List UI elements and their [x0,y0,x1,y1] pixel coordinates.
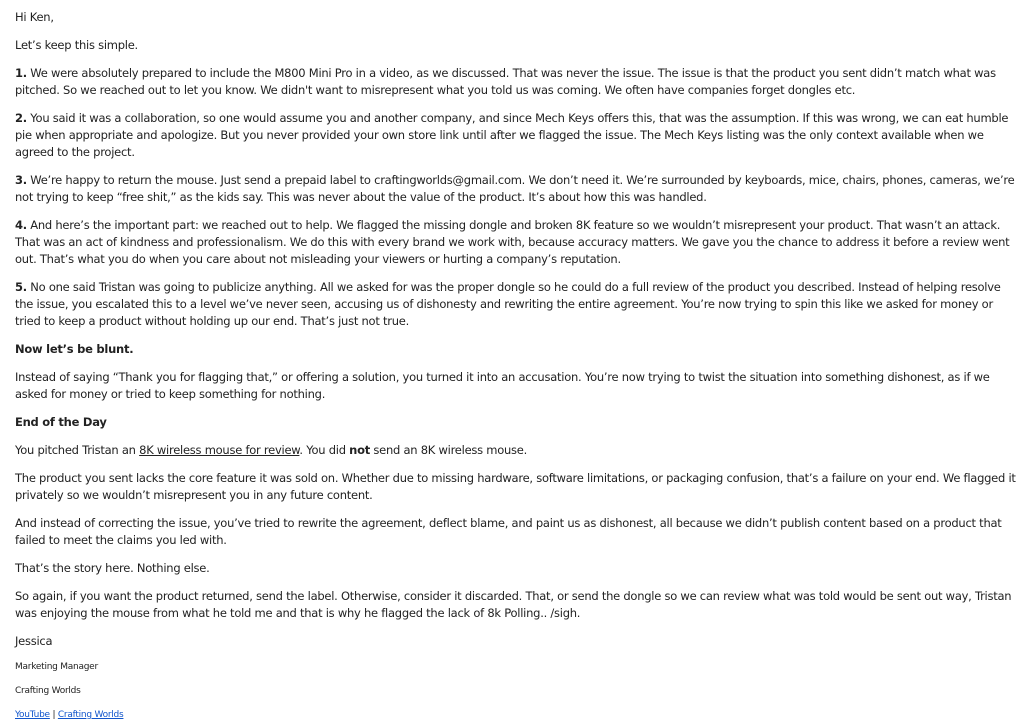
point-text: We’re happy to return the mouse. Just send a prepaid label to craftingworlds@gmail.com. We don’t need it. We’re surrounded by keyboards, mice, chairs, phones, cameras, we’re not trying to keep “free shit,” as the kids say. This was never about the value of the product. It’s about how this was handled. [15,173,1015,204]
signature-links [15,709,1016,722]
signature-link-separator: | [49,710,58,720]
pitch-paragraph [15,442,1016,459]
point-number: 5. [15,280,27,294]
point-4 [15,217,1016,268]
point-number: 3. [15,173,27,187]
signature-name: Jessica [15,634,53,648]
blunt-heading: Now let’s be blunt. [15,342,134,356]
rewrite-paragraph: And instead of correcting the issue, you’ve tried to rewrite the agreement, deflect blame, and paint us as dishonest, all because we didn’t publish content based on a product that failed to meet the claims you led with. [15,516,1002,547]
greeting: Hi Ken, [15,10,54,24]
point-1 [15,65,1016,99]
point-text: We were absolutely prepared to include the M800 Mini Pro in a video, as we discussed. That was never the issue. The issue is that the product you sent didn’t match what was pitched. So we reached out to let you know. We didn't want to misrepresent what you told us was coming. We often have companies forget dongles etc. [15,66,996,97]
point-text: You said it was a collaboration, so one would assume you and another company, and since Mech Keys offers this, that was the assumption. If this was wrong, we can eat humble pie when appropriate and apologize. But you never provided your own store link until after we flagged the issue. The Mech Keys listing was the only context available when we agreed to the project. [15,111,1009,159]
point-text: No one said Tristan was going to publicize anything. All we asked for was the proper dongle so he could do a full review of the product you described. Instead of helping resolve the issue, you escalated this to a level we’ve never seen, accusing us of dishonesty and rewriting the entire agreement. You’re now trying to spin this like we asked for money or tried to keep a product without holding up our end. That’s just not true. [15,280,1001,328]
pitch-bold-not: not [349,443,370,457]
point-number: 4. [15,218,27,232]
youtube-link[interactable]: YouTube [15,710,50,720]
point-3 [15,172,1016,206]
signature-company: Crafting Worlds [15,686,81,696]
pitch-text-middle: . You did [299,443,350,457]
blunt-paragraph: Instead of saying “Thank you for flagging that,” or offering a solution, you turned it into an accusation. You’re now trying to twist the situation into something dishonest, as if we asked for money or tried to keep something for nothing. [15,370,990,401]
signature-block [15,633,1016,722]
point-text: And here’s the important part: we reached out to help. We flagged the missing dongle and broken 8K feature so we wouldn’t misrepresent your product. That wasn’t an attack. That was an act of kindness and professionalism. We do this with every brand we work with, because accuracy matters. We gave you the chance to address it before a review went out. That’s what you do when you care about not misleading your viewers or hurting a company’s reputation. [15,218,1010,266]
crafting-worlds-link[interactable]: Crafting Worlds [57,710,124,720]
intro-line: Let’s keep this simple. [15,38,138,52]
final-paragraph: So again, if you want the product returned, send the label. Otherwise, consider it discarded. That, or send the dongle so we can review what was told would be sent out way, Tristan was enjoying the mouse from what he told me and that is why he flagged the lack of 8k Polling.. /sigh. [15,589,1012,620]
pitch-text-after: send an 8K wireless mouse. [370,443,528,457]
point-number: 2. [15,111,27,125]
point-2 [15,110,1016,161]
core-feature-paragraph: The product you sent lacks the core feature it was sold on. Whether due to missing hardware, software limitations, or packaging confusion, that’s a failure on your end. We flagged it privately so we wouldn’t misrepresent you in any future content. [15,471,1016,502]
point-number: 1. [15,66,27,80]
point-5 [15,279,1016,330]
pitch-link[interactable]: 8K wireless mouse for review [139,443,300,457]
story-paragraph: That’s the story here. Nothing else. [15,561,210,575]
pitch-text-before: You pitched Tristan an [15,443,140,457]
signature-title: Marketing Manager [15,662,98,672]
end-of-day-heading: End of the Day [15,415,107,429]
